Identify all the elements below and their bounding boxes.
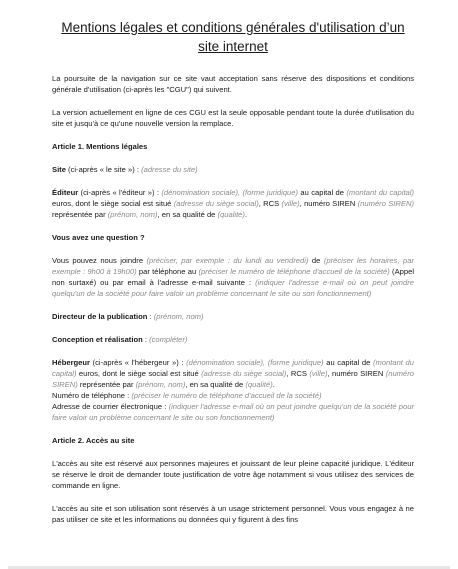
site-label: Site [52,165,66,174]
intro-paragraph-1: La poursuite de la navigation sur ce site vaut acceptation sans réserve des dispositions et conditions générale d'utilisation (ci-après les "CGU") qui suivent. [52,74,414,94]
question-text-1: Vous pouvez nous joindre [52,256,147,265]
conception-label: Conception et réalisation [52,335,143,344]
conception-line [52,334,414,345]
hebergeur-text-3: euros, dont le siège social est situé [76,369,202,378]
directeur-line [52,311,414,322]
hebergeur-placeholder-2: (montant du capital) [52,358,414,378]
hebergeur-placeholder-3: (adresse du siège social) [201,369,287,378]
editeur-placeholder-1: (dénomination sociale), (forme juridique) [161,188,299,197]
question-placeholder-4: (indiquer l'adresse e-mail où on peut joindre quelqu'un de la société pour faire valoir un problème concernant le site ou son fonctionnement) [52,278,414,298]
question-text-4: (Appel non surtaxé) ou par email à l'adresse e-mail suivante : [52,267,415,287]
editeur-placeholder-3: (adresse du siège social) [173,199,259,208]
article-2-heading: Article 2. Accès au site [52,436,135,445]
article-2-paragraph-2: L'accès au site et son utilisation sont réservés à un usage strictement personnel. Vous vous engagez à ne pas utiliser ce site et les informations ou données qui y figurent à des fins [52,504,414,524]
question-placeholder-1: (préciser, par exemple : du lundi au vendredi) [146,256,309,265]
editeur-placeholder-4: (ville) [281,199,300,208]
editeur-placeholder-6: (prénom, nom) [107,210,158,219]
hebergeur-text-1: (ci-après « l'hébergeur ») : [89,358,187,367]
editeur-text-7: , en sa qualité de [157,210,218,219]
hebergeur-email-placeholder: (indiquer l'adresse e-mail où on peut joindre quelqu'un de la société pour faire valoir un problème concernant le site ou son fonctionnement) [52,402,414,422]
hebergeur-placeholder-1: (dénomination sociale), (forme juridique) [186,358,324,367]
editeur-paragraph [52,187,414,220]
site-placeholder: (adresse du site) [141,165,198,174]
article-1-heading: Article 1. Mentions légales [52,142,148,151]
question-placeholder-3: (préciser le numéro de téléphone d'accueil de la société) [198,267,390,276]
question-heading: Vous avez une question ? [52,233,145,242]
editeur-text-5: , numéro SIREN [299,199,358,208]
question-text-2: de [308,256,324,265]
hebergeur-text-5: , numéro SIREN [327,369,386,378]
directeur-placeholder: (prénom, nom) [153,312,204,321]
hebergeur-phone-placeholder: (préciser le numéro de téléphone d'accueil de la société) [131,391,322,400]
hebergeur-label: Hébergeur [52,358,90,367]
question-paragraph [52,255,414,299]
site-line [52,164,414,175]
hebergeur-paragraph [52,357,414,423]
hebergeur-text-6: représentée par [77,380,136,389]
editeur-placeholder-7: (qualité) [217,210,245,219]
editeur-text-8: . [244,210,248,219]
hebergeur-text-8: . [272,380,275,389]
hebergeur-phone-label: Numéro de téléphone : [52,391,132,400]
question-text-3: par téléphone au [136,267,199,276]
conception-placeholder: (compléter) [149,335,188,344]
hebergeur-email-label: Adresse de courrier électronique : [52,402,169,411]
editeur-text-4: , RCS [258,199,282,208]
article-2-paragraph-1: L'accès au site est réservé aux personnes majeures et jouissant de leur pleine capacité juridique. L'éditeur se réserve le droit de demander toute justification de votre âge notamment si vous utilisez des services de commande en ligne. [52,459,414,490]
document-title: Mentions légales et conditions générales d'utilisation d’un site internet [61,20,405,54]
editeur-text-6: représentée par [52,210,108,219]
editeur-text-3: euros, dont le siège social est situé [52,199,174,208]
question-placeholder-2: (préciser les horaires, par exemple : 9h00 à 19h00) [52,256,415,276]
directeur-text: : [147,312,154,321]
editeur-placeholder-2: (montant du capital) [346,188,414,197]
hebergeur-placeholder-7: (qualité) [245,380,273,389]
editeur-label: Éditeur [52,188,79,197]
hebergeur-placeholder-4: (ville) [309,369,328,378]
site-text: (ci-après « le site ») : [65,165,142,174]
intro-paragraph-2: La version actuellement en ligne de ces CGU est la seule opposable pendant toute la durée d'utilisation du site et jusqu'à ce qu'une nouvelle version la remplace. [52,108,414,128]
directeur-label: Directeur de la publication [52,312,148,321]
hebergeur-text-7: , en sa qualité de [185,380,246,389]
hebergeur-text-2: au capital de [323,358,373,367]
hebergeur-text-4: , RCS [286,369,310,378]
editeur-text-2: au capital de [298,188,347,197]
editeur-placeholder-5: (numéro SIREN) [357,199,414,208]
conception-text: : [142,335,150,344]
hebergeur-placeholder-5: (numéro SIREN) [52,369,414,389]
hebergeur-placeholder-6: (prénom, nom) [135,380,186,389]
editeur-text-1: (ci-après « l'éditeur ») : [78,188,162,197]
